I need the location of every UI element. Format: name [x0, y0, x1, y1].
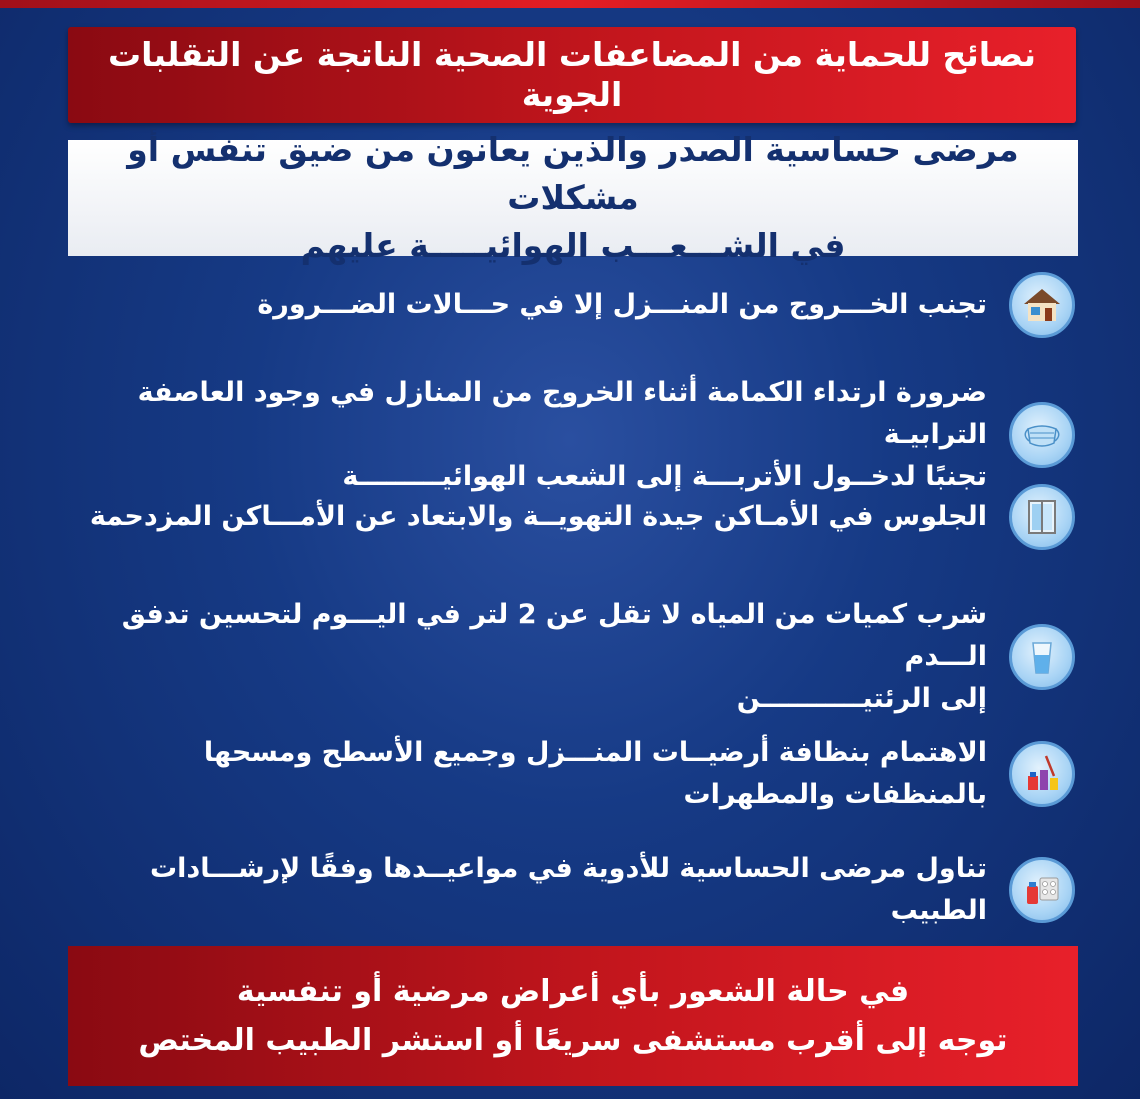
- tip-text-line: إلى الرئتيـــــــــــن: [736, 682, 987, 714]
- title-banner: [68, 27, 1076, 123]
- footer-line-1: في حالة الشعور بأي أعراض مرضية أو تنفسية: [236, 973, 910, 1009]
- tip-item-wear-mask: [80, 372, 1075, 498]
- medicine-icon: [1009, 857, 1075, 923]
- page-title: نصائح للحماية من المضاعفات الصحية الناتجة عن التقلبات الجوية: [107, 35, 1037, 114]
- bottom-banner: [68, 946, 1078, 1086]
- footer-line-2: توجه إلى أقرب مستشفى سريعًا أو استشر الطبيب المختص: [138, 1023, 1008, 1058]
- tip-text-line: الاهتمام بنظافة أرضيــات المنـــزل وجميع الأسطح ومسحها: [203, 737, 987, 768]
- house-icon: [1009, 272, 1075, 338]
- face-mask-icon: [1009, 402, 1075, 468]
- tip-item-stay-home: [80, 272, 1075, 338]
- tip-item-ventilated-places: [80, 484, 1075, 550]
- tip-text-line: تجنب الخـــروج من المنـــزل إلا في حـــالات الضـــرورة: [257, 289, 987, 321]
- tip-text-line: ضرورة ارتداء الكمامة أثناء الخروج من المنازل في وجود العاصفة الترابيـة: [137, 377, 987, 450]
- tip-text-line: شرب كميات من المياه لا تقل عن 2 لتر في اليـــوم لتحسين تدفق الـــدم: [121, 599, 987, 672]
- tip-text-line: بالمنظفات والمطهرات: [683, 778, 987, 810]
- tip-text-line: تجنبًا لدخــول الأتربـــة إلى الشعب الهوائيـــــــــة: [342, 460, 987, 492]
- subtitle-box: [68, 130, 1078, 265]
- subtitle-line-2: في الشـــعـــب الهوائيـــــة عليهم: [300, 225, 846, 265]
- tip-item-clean-home: [80, 732, 1075, 816]
- cleaning-supplies-icon: [1009, 741, 1075, 807]
- top-red-strip: [0, 0, 1140, 8]
- tip-text-line: الجلوس في الأمـاكن جيدة التهويــة والابتعاد عن الأمـــاكن المزدحمة: [89, 501, 987, 533]
- tip-text-line: تناول مرضى الحساسية للأدوية في مواعيــدها وفقًا لإرشـــادات الطبيب: [150, 853, 987, 926]
- window-icon: [1009, 484, 1075, 550]
- tip-item-take-medicine: [80, 848, 1075, 932]
- tip-item-drink-water: [80, 594, 1075, 720]
- subtitle-line-1: مرضى حساسية الصدر والذين يعانون من ضيق تنفس أو مشكلات: [127, 130, 1019, 218]
- water-glass-icon: [1009, 624, 1075, 690]
